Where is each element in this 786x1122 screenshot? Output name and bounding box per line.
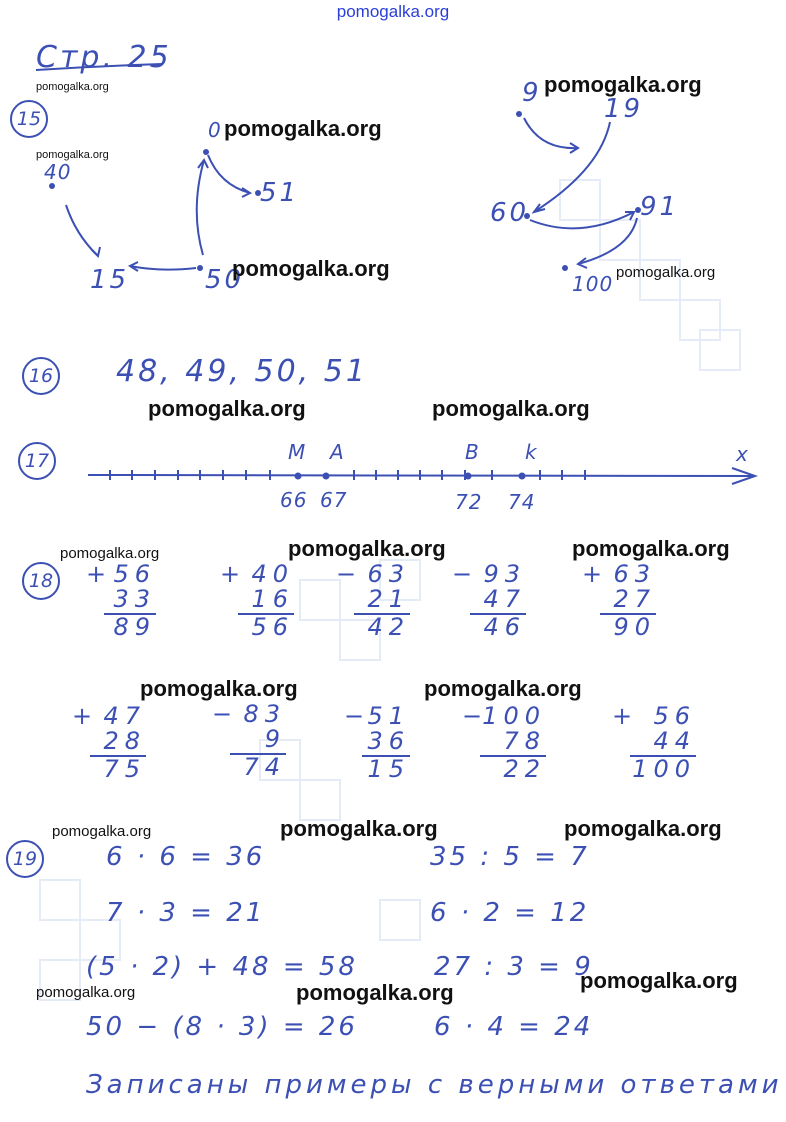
calc-top: 63 (367, 560, 410, 588)
calc-sign: + (220, 560, 241, 588)
calc-sign: + (582, 560, 603, 588)
column-calc (612, 702, 696, 783)
task-19-number: 19 (6, 840, 44, 878)
task-15-number: 15 (10, 100, 48, 138)
column-calc (336, 560, 410, 641)
watermark: pomogalka.org (424, 676, 582, 701)
watermark: pomogalka.org (616, 264, 716, 281)
calc-sign: + (612, 702, 633, 730)
calc-bottom: 33 (113, 585, 156, 613)
calc-bottom: 16 (251, 585, 294, 613)
watermark: pomogalka.org (432, 396, 590, 421)
equation: (5 · 2) + 48 = 58 (86, 952, 358, 982)
watermark: pomogalka.org (544, 72, 702, 97)
node-60: 60 (490, 198, 530, 228)
calc-sign: − (336, 560, 357, 588)
calc-top: 100 (482, 702, 546, 730)
watermark: pomogalka.org (140, 676, 298, 701)
calc-result: 89 (104, 613, 156, 640)
watermark: pomogalka.org (36, 149, 109, 161)
column-calc (582, 560, 656, 641)
node-91: 91 (640, 192, 680, 222)
calc-result: 56 (238, 613, 294, 640)
column-calc (220, 560, 294, 641)
calc-result: 90 (600, 613, 656, 640)
calc-top: 83 (243, 700, 286, 728)
value-M: 66 (280, 488, 308, 512)
task-18-number: 18 (22, 562, 60, 600)
watermark: pomogalka.org (580, 968, 738, 993)
value-K: 74 (508, 490, 536, 514)
watermark: pomogalka.org (36, 81, 109, 93)
calc-sign: − (452, 560, 473, 588)
column-calc (72, 702, 146, 783)
calc-bottom: 21 (367, 585, 410, 613)
watermark: pomogalka.org (296, 980, 454, 1005)
value-B: 72 (455, 490, 483, 514)
calc-top: 56 (653, 702, 696, 730)
calc-result: 46 (470, 613, 526, 640)
calc-top: 56 (113, 560, 156, 588)
calc-top: 47 (103, 702, 146, 730)
equation: 6 · 4 = 24 (434, 1012, 594, 1042)
calc-bottom: 78 (503, 727, 546, 755)
calc-result: 74 (230, 753, 286, 780)
calc-result: 42 (354, 613, 410, 640)
equation: 35 : 5 = 7 (430, 842, 590, 872)
node-40: 40 (44, 160, 72, 184)
calc-result: 75 (90, 755, 146, 782)
watermark: pomogalka.org (288, 536, 446, 561)
calc-top: 93 (483, 560, 526, 588)
calc-top: 40 (251, 560, 294, 588)
node-19: 19 (604, 94, 644, 124)
calc-bottom: 9 (264, 725, 286, 753)
equation: 6 · 6 = 36 (106, 842, 266, 872)
calc-sign: + (86, 560, 107, 588)
equation: 6 · 2 = 12 (430, 898, 590, 928)
equation: 50 − (8 · 3) = 26 (86, 1012, 358, 1042)
column-calc (212, 700, 286, 781)
task-19-conclusion: Записаны примеры с верными ответами (86, 1070, 783, 1100)
calc-top: 51 (367, 702, 410, 730)
calc-sign: − (462, 702, 483, 730)
axis-label-x: x (736, 442, 749, 466)
site-header[interactable]: pomogalka.org (336, 2, 450, 21)
page-title: Стр. 25 (36, 40, 172, 75)
node-51: 51 (260, 178, 300, 208)
calc-bottom: 27 (613, 585, 656, 613)
calc-sign: + (72, 702, 93, 730)
watermark: pomogalka.org (60, 545, 160, 562)
column-calc (86, 560, 156, 641)
column-calc (344, 702, 410, 783)
node-100: 100 (572, 272, 614, 296)
equation: 7 · 3 = 21 (106, 898, 266, 928)
calc-bottom: 36 (367, 727, 410, 755)
column-calc (452, 560, 526, 641)
node-15: 15 (90, 265, 130, 295)
task-16-number: 16 (22, 357, 60, 395)
watermark: pomogalka.org (224, 116, 382, 141)
node-9: 9 (522, 78, 542, 108)
watermark: pomogalka.org (36, 984, 136, 1001)
watermark: pomogalka.org (52, 823, 152, 840)
point-B: B (465, 440, 480, 464)
calc-result: 100 (630, 755, 696, 782)
node-50: 50 (205, 265, 245, 295)
calc-sign: − (344, 702, 365, 730)
watermark: pomogalka.org (564, 816, 722, 841)
calc-result: 22 (480, 755, 546, 782)
watermark: pomogalka.org (572, 536, 730, 561)
watermark: pomogalka.org (232, 256, 390, 281)
calc-top: 63 (613, 560, 656, 588)
calc-sign: − (212, 700, 233, 728)
task-17-number: 17 (18, 442, 56, 480)
point-M: M (288, 440, 307, 464)
value-A: 67 (320, 488, 348, 512)
point-A: A (330, 440, 345, 464)
point-K: k (525, 440, 538, 464)
calc-bottom: 47 (483, 585, 526, 613)
task-16-answer: 48, 49, 50, 51 (116, 354, 368, 389)
column-calc (462, 702, 546, 783)
calc-result: 15 (362, 755, 410, 782)
node-0: 0 (208, 118, 222, 142)
calc-bottom: 28 (103, 727, 146, 755)
equation: 27 : 3 = 9 (434, 952, 594, 982)
watermark: pomogalka.org (280, 816, 438, 841)
watermark: pomogalka.org (148, 396, 306, 421)
calc-bottom: 44 (653, 727, 696, 755)
